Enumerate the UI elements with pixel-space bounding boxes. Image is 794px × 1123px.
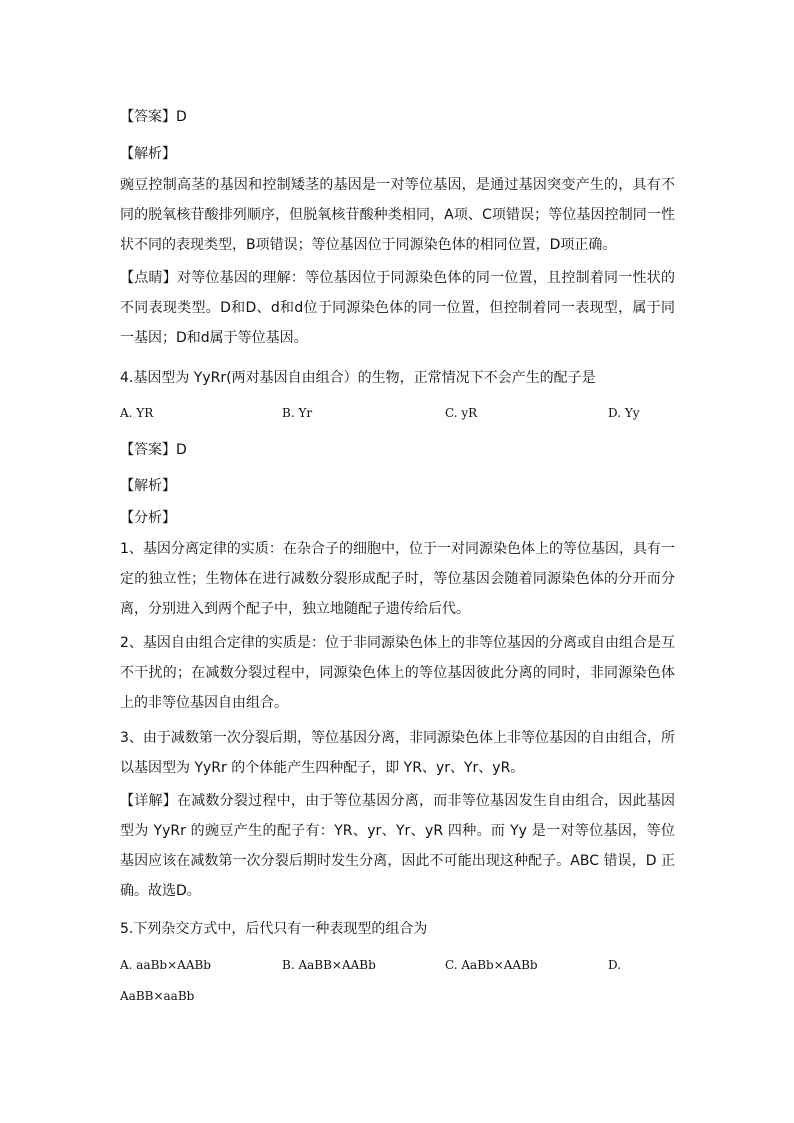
option-d: D. (608, 958, 622, 972)
xiangjie-text: 在减数分裂过程中，由于等位基因分离，而非等位基因发生自由组合，因此基因型为 YyRr 的豌豆产生的配子有：YR、yr、Yr、yR 四种。而 Yy 是一对等位基因，等位基因应该在减数第一次分裂后期时发生分离，因此不可能出现这种配子。ABC 错误，D 正确。故选D。 (120, 793, 676, 899)
answer-line: 【答案】D (120, 109, 187, 125)
analysis-label: 【解析】 (120, 478, 176, 494)
question-4-stem: 4.基因型为 YyRr(两对基因自由组合）的生物，正常情况下不会产生的配子是 (120, 370, 596, 386)
option-a: A. YR (120, 406, 154, 420)
analysis-paragraph: 豌豆控制高茎的基因和控制矮茎的基因是一对等位基因，是通过基因突变产生的，具有不同的脱氧核苷酸排列顺序，但脱氧核苷酸种类相同，A项、C项错误；等位基因控制同一性状不同的表现类型，B项错误；等位基因位于同源染色体的相同位置，D项正确。 (120, 177, 675, 253)
option-b: B. AaBB×AABb (282, 958, 376, 972)
analysis-point-2: 2、基因自由组合定律的实质是：位于非同源染色体上的非等位基因的分离或自由组合是互不干扰的；在减数分裂过程中，同源染色体上的等位基因彼此分离的同时，非同源染色体上的非等位基因自由组合。 (120, 635, 675, 711)
xiangjie-paragraph (120, 786, 675, 906)
dianjing-paragraph (120, 263, 675, 353)
option-d: D. Yy (608, 406, 640, 420)
dianjing-label: 【点睛】 (120, 270, 177, 286)
option-d-text: AaBB×aaBb (120, 989, 195, 1003)
analysis-point-1: 1、基因分离定律的实质：在杂合子的细胞中，位于一对同源染色体上的等位基因，具有一定的独立性；生物体在进行减数分裂形成配子时，等位基因会随着同源染色体的分开而分离，分别进入到两个配子中，独立地随配子遗传给后代。 (120, 541, 675, 617)
option-a: A. aaBb×AABb (120, 958, 211, 972)
analysis-point-3: 3、由于减数第一次分裂后期，等位基因分离，非同源染色体上非等位基因的自由组合，所以基因型为 YyRr 的个体能产生四种配子，即 YR、yr、Yr、yR。 (120, 730, 675, 776)
option-b: B. Yr (282, 406, 313, 420)
question-5-stem: 5.下列杂交方式中，后代只有一种表现型的组合为 (120, 921, 428, 937)
fenxi-label: 【分析】 (120, 510, 176, 526)
option-c: C. yR (445, 406, 478, 420)
answer-line: 【答案】D (120, 442, 187, 458)
analysis-label: 【解析】 (120, 146, 176, 162)
option-c: C. AaBb×AABb (445, 958, 538, 972)
dianjing-text: 对等位基因的理解：等位基因位于同源染色体的同一位置，且控制着同一性状的不同表现类型。D和D、d和d位于同源染色体的同一位置，但控制着同一表现型，属于同一基因；D和d属于等位基因。 (120, 270, 676, 346)
xiangjie-label: 【详解】 (120, 793, 177, 809)
document-page (120, 0, 680, 1123)
